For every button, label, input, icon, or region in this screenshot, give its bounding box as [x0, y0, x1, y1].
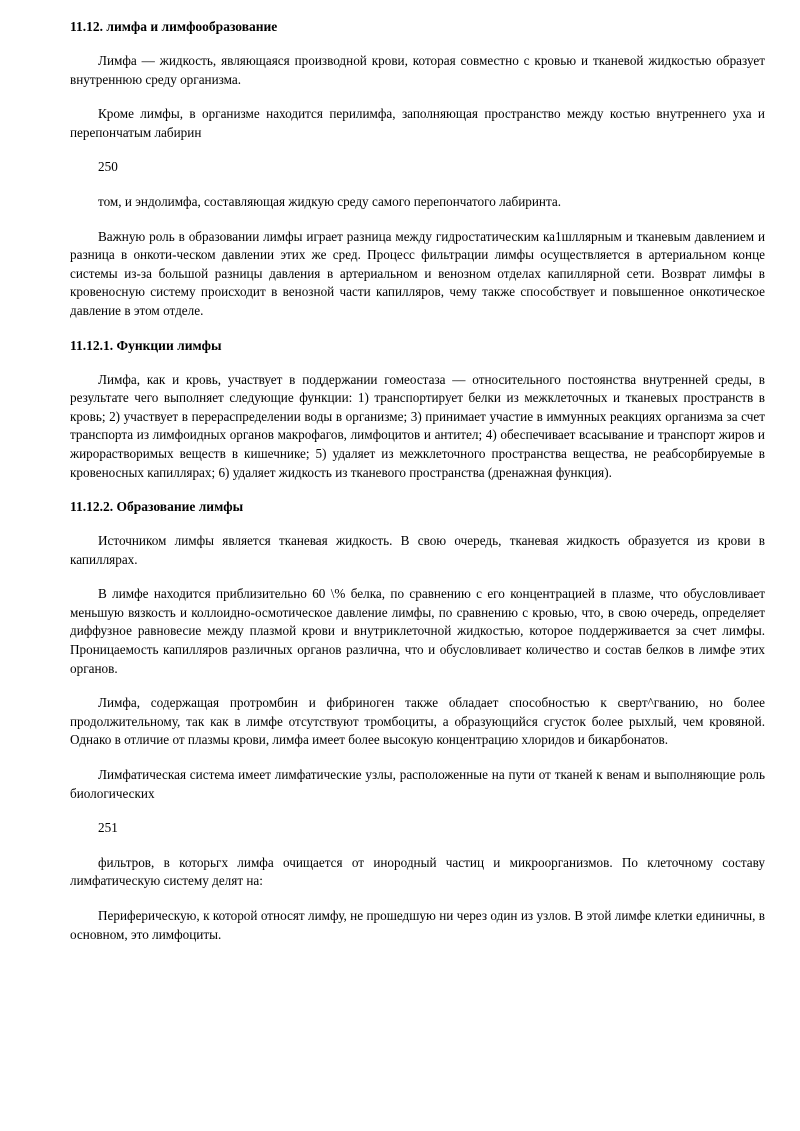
paragraph-filtration: Важную роль в образовании лимфы играет разница между гидростатическим ка1шллярным и тканевым давлением и разница в онкоти-ческом давлении этих же сред. Процесс фильтрации лимфы осуществляется в артериальном конце системы из-за большой разницы давления в артериальном и венозном отделах капиллярной сети. Возврат лимфы в кровеносную систему происходит в венозной части капилляров, чему также способствует и повышенное онкотическое давление в этом отделе.: [70, 228, 765, 318]
page-number-251: 251: [98, 820, 118, 836]
paragraph-limfa-definition: Лимфа — жидкость, являющаяся производной крови, которая совместно с кровью и тканевой жидкостью образует внутреннюю среду организма.: [70, 53, 765, 87]
paragraph-filters: фильтров, в которьгх лимфа очищается от инородный частиц и микроорганизмов. По клеточному составу лимфатическую систему делят на:: [70, 854, 765, 889]
page-number-250: 250: [98, 159, 118, 175]
section-heading-11-12-2: 11.12.2. Образование лимфы: [70, 499, 244, 515]
document-text-body: [70, 18, 765, 944]
paragraph-protein-concentration: В лимфе находится приблизительно 60 \% белка, по сравнению с его концентрацией в плазме, что обусловливает меньшую вязкость и коллоидно-осмотическое давление лимфы, по сравнению с кровью, что, в свою очередь, определяет диффузное равновесие между плазмой крови и внутриклеточной жидкостью, которое поддерживается за счет лимфы. Проницаемость капилляров различных органов различна, что и обусловливает количество и состав белков в лимфе этих органов.: [70, 586, 765, 676]
paragraph-coagulation: Лимфа, содержащая протромбин и фибриноген также обладает способностью к сверт^гванию, но более продолжительному, так как в лимфе отсутствуют тромбоциты, а образующийся сгусток более рыхлый, чем кровяной. Однако в отличие от плазмы крови, лимфа имеет более высокую концентрацию хлоридов и бикарбонатов.: [70, 695, 765, 748]
paragraph-lymph-nodes: Лимфатическая система имеет лимфатические узлы, расположенные на пути от тканей к венам и выполняющие роль биологических: [70, 767, 765, 801]
paragraph-functions-list: Лимфа, как и кровь, участвует в поддержании гомеостаза — относительного постоянства внутренней среды, в результате чего выполняет следующие функции: 1) транспортирует белки из межклеточных и тканевых пространств в кровь; 2) участвует в перераспределении воды в организме; 3) принимает участие в иммунных реакциях организма за счет транспорта из лимфоидных органов макрофагов, лимфоцитов и антител; 4) обеспечивает всасывание и транспорт жиров и жирорастворимых веществ в кишечнике; 5) удаляет из межклеточного пространства вещества, не реабсорбируемые в кровеносных капиллярах; 6) удаляет жидкость из тканевого пространства (дренажная функция).: [70, 371, 765, 480]
paragraph-perilimfa: Кроме лимфы, в организме находится перилимфа, заполняющая пространство между костью внутреннего уха и перепончатым лабирин: [70, 106, 765, 140]
paragraph-peripheral-lymph: Периферическую, к которой относят лимфу, не прошедшую ни через один из узлов. В этой лимфе клетки единичны, в основном, это лимфоциты.: [70, 908, 765, 942]
section-heading-11-12-1: 11.12.1. Функции лимфы: [70, 337, 222, 353]
paragraph-source-of-lymph: Источником лимфы является тканевая жидкость. В свою очередь, тканевая жидкость образуется из крови в капиллярах.: [70, 533, 765, 567]
paragraph-endolimfa: том, и эндолимфа, составляющая жидкую среду самого перепончатого лабиринта.: [98, 193, 562, 209]
section-heading-11-12: 11.12. лимфа и лимфообразование: [70, 19, 278, 34]
